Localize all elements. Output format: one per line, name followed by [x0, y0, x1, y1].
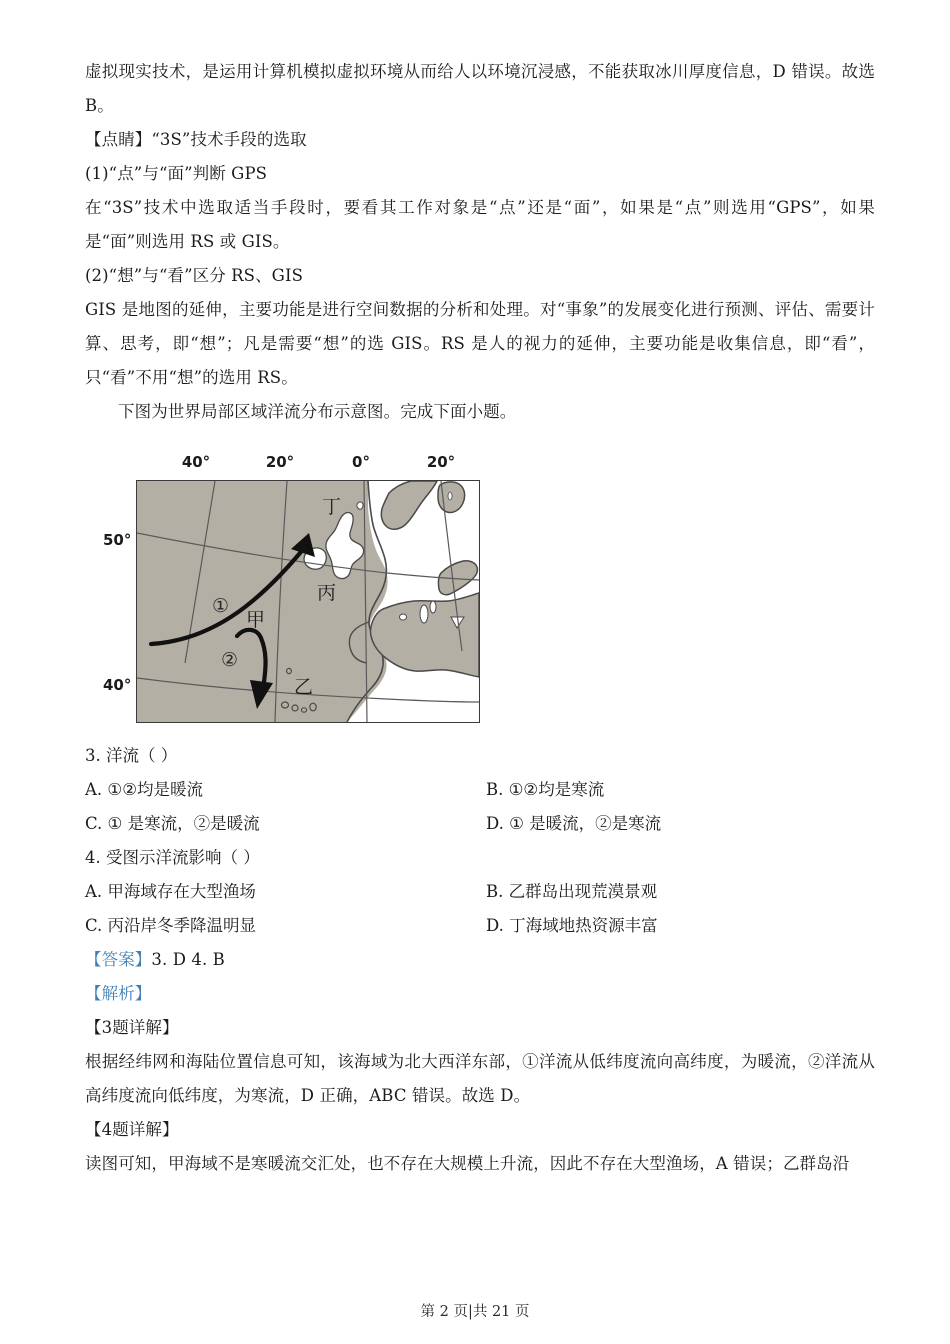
- lon-label-20w: 20°: [265, 453, 295, 471]
- page-footer: 第 2 页|共 21 页: [420, 1304, 530, 1320]
- map-frame: [136, 480, 480, 723]
- option-text: ①②均是寒流: [508, 780, 605, 799]
- question-4-option-c[interactable]: [85, 909, 474, 943]
- option-key: A.: [85, 780, 103, 799]
- answer-value: 3. D 4. B: [151, 950, 225, 969]
- analysis-label-line: [85, 977, 875, 1011]
- paragraph-gis-rs-explanation: GIS 是地图的延伸，主要功能是进行空间数据的分析和处理。对“事象”的发展变化进行预测、评估、需要计算、思考，即“想”；凡是需要“想”的选 GIS。RS 是人的视力的延伸，主要功能是收集信息，即“看”，只“看”不用“想”的选用 RS。: [85, 300, 875, 387]
- page-content: [85, 55, 875, 1181]
- question-3-option-a[interactable]: [85, 773, 474, 807]
- question-4-option-b[interactable]: [474, 875, 875, 909]
- lat-label-50n: 50°: [103, 531, 132, 549]
- option-key: D.: [486, 916, 504, 935]
- answer-line: [85, 943, 875, 977]
- option-key: D.: [486, 814, 504, 833]
- mediterranean-inlet-3: [400, 614, 407, 620]
- question-4-stem: [85, 841, 875, 875]
- option-text: ①②均是暖流: [107, 780, 204, 799]
- question-3-text: 洋流（ ）: [106, 746, 178, 765]
- small-island-north: [357, 502, 363, 509]
- paragraph-stem-intro: 下图为世界局部区域洋流分布示意图。完成下面小题。: [118, 402, 517, 421]
- question-4-options-row-2: [85, 909, 875, 943]
- paragraph-point-vs-area: (1)“点”与“面”判断 GPS: [85, 164, 268, 183]
- question-3-option-d[interactable]: [474, 807, 875, 841]
- question-3-options-row-1: [85, 773, 875, 807]
- lon-label-20e: 20°: [426, 453, 456, 471]
- paragraph-3s-selection: 在“3S”技术中选取适当手段时，要看其工作对象是“点”还是“面”，如果是“点”则选用“GPS”，如果是“面”则选用 RS 或 GIS。: [85, 198, 875, 251]
- question-3-option-b[interactable]: [474, 773, 875, 807]
- lat-label-40n: 40°: [103, 676, 132, 694]
- longitude-axis: [103, 453, 503, 475]
- analysis-label: 【解析】: [85, 984, 152, 1003]
- mediterranean-inlet-1: [420, 605, 428, 623]
- question-3: [85, 739, 875, 841]
- label-current-2: ②: [221, 649, 239, 671]
- option-key: B.: [486, 882, 504, 901]
- label-yi: 乙: [294, 676, 314, 698]
- lon-label-40w: 40°: [181, 453, 211, 471]
- detail-4-text: 读图可知，甲海域不是寒暖流交汇处，也不存在大规模上升流，因此不存在大型渔场，A 错误；乙群岛沿: [85, 1154, 850, 1173]
- map-graphic: [137, 481, 479, 722]
- option-text: 甲海域存在大型渔场: [107, 882, 256, 901]
- mediterranean-inlet-2: [430, 601, 436, 613]
- label-jia: 甲: [246, 609, 266, 631]
- answer-label: 【答案】: [85, 950, 152, 969]
- paragraph-think-vs-see: (2)“想”与“看”区分 RS、GIS: [85, 266, 303, 285]
- option-text: ① 是暖流，②是寒流: [509, 814, 662, 833]
- paragraph-dianjing-heading: 【点睛】“3S”技术手段的选取: [85, 130, 307, 149]
- detail-3-text: 根据经纬网和海陆位置信息可知，该海域为北大西洋东部，①洋流从低纬度流向高纬度，为暖流，②洋流从高纬度流向低纬度，为寒流，D 正确，ABC 错误。故选 D。: [85, 1052, 875, 1105]
- scandinavia-lake: [448, 492, 452, 500]
- option-text: 丙沿岸冬季降温明显: [107, 916, 257, 935]
- label-current-1: ①: [212, 595, 230, 617]
- question-3-option-c[interactable]: [85, 807, 474, 841]
- detail-4-heading: 【4题详解】: [85, 1120, 179, 1139]
- option-key: C.: [85, 916, 103, 935]
- label-ding: 丁: [322, 496, 342, 518]
- label-bing: 丙: [317, 582, 337, 604]
- option-text: ① 是寒流，②是暖流: [107, 814, 260, 833]
- ocean-current-map-figure: [103, 435, 503, 735]
- lon-label-0: 0°: [352, 453, 370, 471]
- question-3-options-row-2: [85, 807, 875, 841]
- question-3-stem: [85, 739, 875, 773]
- question-4-option-a[interactable]: [85, 875, 474, 909]
- question-4-text: 受图示洋流影响（ ）: [106, 848, 260, 867]
- question-4: [85, 841, 875, 943]
- option-key: A.: [85, 882, 103, 901]
- paragraph-vr-tech: 虚拟现实技术，是运用计算机模拟虚拟环境从而给人以环境沉浸感，不能获取冰川厚度信息，D 错误。故选 B。: [85, 62, 875, 115]
- question-4-option-d[interactable]: [474, 909, 875, 943]
- question-4-options-row-1: [85, 875, 875, 909]
- detail-3-heading: 【3题详解】: [85, 1018, 179, 1037]
- option-text: 丁海域地热资源丰富: [509, 916, 658, 935]
- question-3-number: 3.: [85, 746, 101, 765]
- option-key: C.: [85, 814, 103, 833]
- option-text: 乙群岛出现荒漠景观: [508, 882, 658, 901]
- question-4-number: 4.: [85, 848, 101, 867]
- option-key: B.: [486, 780, 504, 799]
